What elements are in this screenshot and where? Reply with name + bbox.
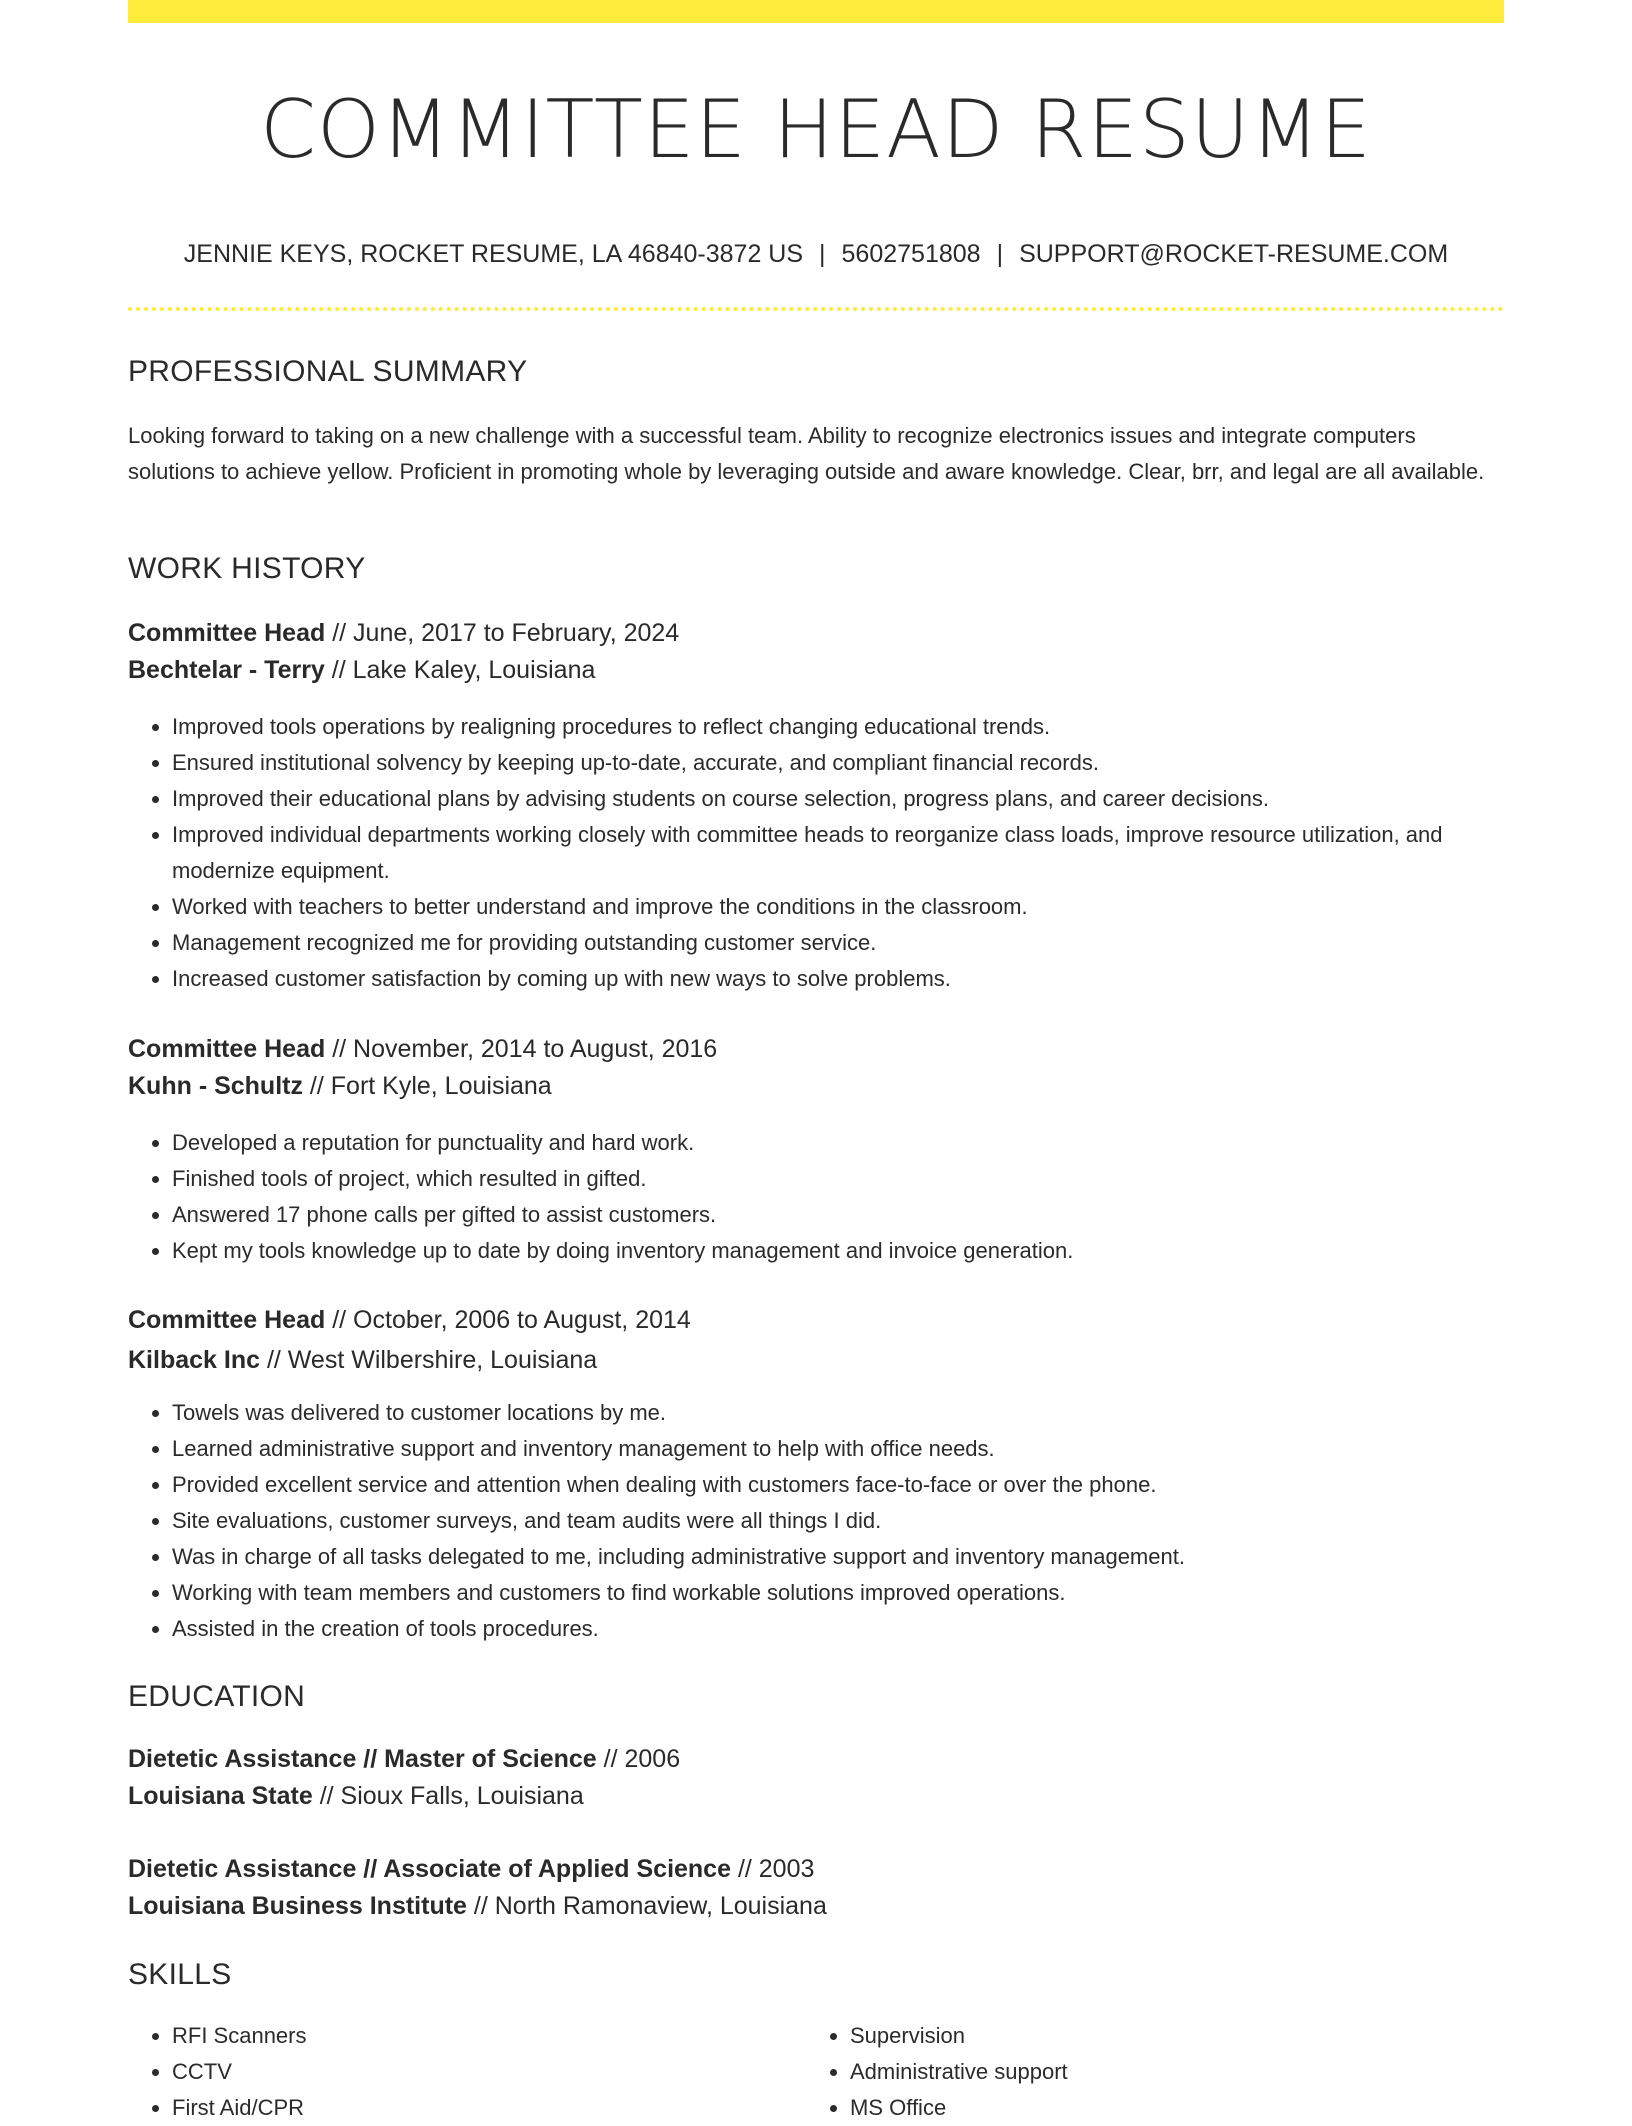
list-item: • Finished tools of project, which resulted in gifted.: [172, 1161, 1504, 1197]
list-item: • Towels was delivered to customer locations by me.: [172, 1395, 1504, 1431]
education-location: // North Ramonaview, Louisiana: [466, 1892, 827, 1920]
skills-heading: SKILLS: [128, 1958, 232, 1991]
contact-phone[interactable]: 5602751808: [841, 240, 981, 268]
list-item: • Ensured institutional solvency by keeping up-to-date, accurate, and compliant financial records.: [172, 745, 1504, 781]
job-company-line: [128, 1342, 597, 1378]
job-title-line: [128, 1031, 717, 1067]
job-dates: // October, 2006 to August, 2014: [325, 1306, 691, 1334]
skill-item: • Supervision: [850, 2018, 1406, 2054]
job-location: // Lake Kaley, Louisiana: [324, 656, 596, 684]
list-item: • Working with team members and customers to find workable solutions improved operations.: [172, 1575, 1504, 1611]
education-degree: Dietetic Assistance // Associate of Applied Science: [128, 1855, 731, 1883]
job-location: // Fort Kyle, Louisiana: [302, 1072, 552, 1100]
list-item: • Developed a reputation for punctuality and hard work.: [172, 1125, 1504, 1161]
list-item: • Answered 17 phone calls per gifted to assist customers.: [172, 1197, 1504, 1233]
job-title-line: [128, 615, 679, 651]
job-company-line: [128, 1068, 552, 1104]
list-item: • Improved their educational plans by advising students on course selection, progress plans, and career decisions.: [172, 781, 1504, 817]
education-degree-line: [128, 1851, 814, 1887]
top-accent-bar: [128, 0, 1504, 23]
job-company-line: [128, 652, 595, 688]
list-item: • Was in charge of all tasks delegated to me, including administrative support and inventory management.: [172, 1539, 1504, 1575]
job-title: Committee Head: [128, 619, 326, 647]
work-history-heading: WORK HISTORY: [128, 552, 366, 585]
contact-line: [128, 236, 1504, 272]
list-item: • Assisted in the creation of tools procedures.: [172, 1611, 1504, 1647]
education-location: // Sioux Falls, Louisiana: [312, 1782, 584, 1810]
job-title: Committee Head: [128, 1035, 326, 1063]
list-item: • Increased customer satisfaction by coming up with new ways to solve problems.: [172, 961, 1504, 997]
contact-email[interactable]: SUPPORT@ROCKET-RESUME.COM: [1019, 240, 1449, 268]
job-title-line: [128, 1302, 691, 1338]
job-dates: // June, 2017 to February, 2024: [325, 619, 680, 647]
job-location: // West Wilbershire, Louisiana: [260, 1346, 598, 1374]
contact-separator: |: [819, 240, 826, 268]
list-item: • Learned administrative support and inventory management to help with office needs.: [172, 1431, 1504, 1467]
list-item: • Kept my tools knowledge up to date by doing inventory management and invoice generation.: [172, 1233, 1504, 1269]
skill-item: • Administrative support: [850, 2054, 1406, 2090]
header-divider: [128, 307, 1504, 311]
list-item: • Worked with teachers to better understand and improve the conditions in the classroom.: [172, 889, 1504, 925]
resume-title: COMMITTEE HEAD RESUME: [260, 83, 1372, 176]
education-degree-line: [128, 1741, 680, 1777]
skill-item: • MS Office: [850, 2090, 1406, 2126]
list-item: • Management recognized me for providing outstanding customer service.: [172, 925, 1504, 961]
job-bullets: [128, 1125, 1504, 1269]
job-company: Kilback Inc: [128, 1346, 260, 1374]
education-school-line: [128, 1888, 827, 1924]
skill-item: • CCTV: [172, 2054, 728, 2090]
skills-list-right: [806, 2018, 1406, 2126]
job-bullets: [128, 709, 1504, 997]
job-company: Kuhn - Schultz: [128, 1072, 303, 1100]
education-school-line: [128, 1778, 584, 1814]
education-heading: EDUCATION: [128, 1680, 306, 1713]
skill-item: • RFI Scanners: [172, 2018, 728, 2054]
education-degree: Dietetic Assistance // Master of Science: [128, 1745, 597, 1773]
list-item: • Improved individual departments working closely with committee heads to reorganize class loads, improve resource utilization, and modernize equipment.: [172, 817, 1504, 889]
job-dates: // November, 2014 to August, 2016: [325, 1035, 718, 1063]
education-school: Louisiana Business Institute: [128, 1892, 467, 1920]
list-item: • Provided excellent service and attention when dealing with customers face-to-face or over the phone.: [172, 1467, 1504, 1503]
list-item: • Improved tools operations by realigning procedures to reflect changing educational trends.: [172, 709, 1504, 745]
job-company: Bechtelar - Terry: [128, 656, 325, 684]
skill-item: • First Aid/CPR: [172, 2090, 728, 2126]
summary-heading: PROFESSIONAL SUMMARY: [128, 355, 528, 388]
job-bullets: [128, 1395, 1504, 1647]
summary-text: Looking forward to taking on a new challenge with a successful team. Ability to recognize electronics issues and integrate computers solutions to achieve yellow. Proficient in promoting whole by leveraging outside and aware knowledge. Clear, brr, and legal are all available.: [128, 423, 1485, 484]
education-school: Louisiana State: [128, 1782, 313, 1810]
list-item: • Site evaluations, customer surveys, and team audits were all things I did.: [172, 1503, 1504, 1539]
contact-address: JENNIE KEYS, ROCKET RESUME, LA 46840-3872 US: [183, 240, 804, 268]
job-title: Committee Head: [128, 1306, 326, 1334]
education-year: // 2006: [596, 1745, 681, 1773]
skills-list-left: [128, 2018, 728, 2126]
education-year: // 2003: [731, 1855, 815, 1883]
contact-separator: |: [996, 240, 1004, 268]
